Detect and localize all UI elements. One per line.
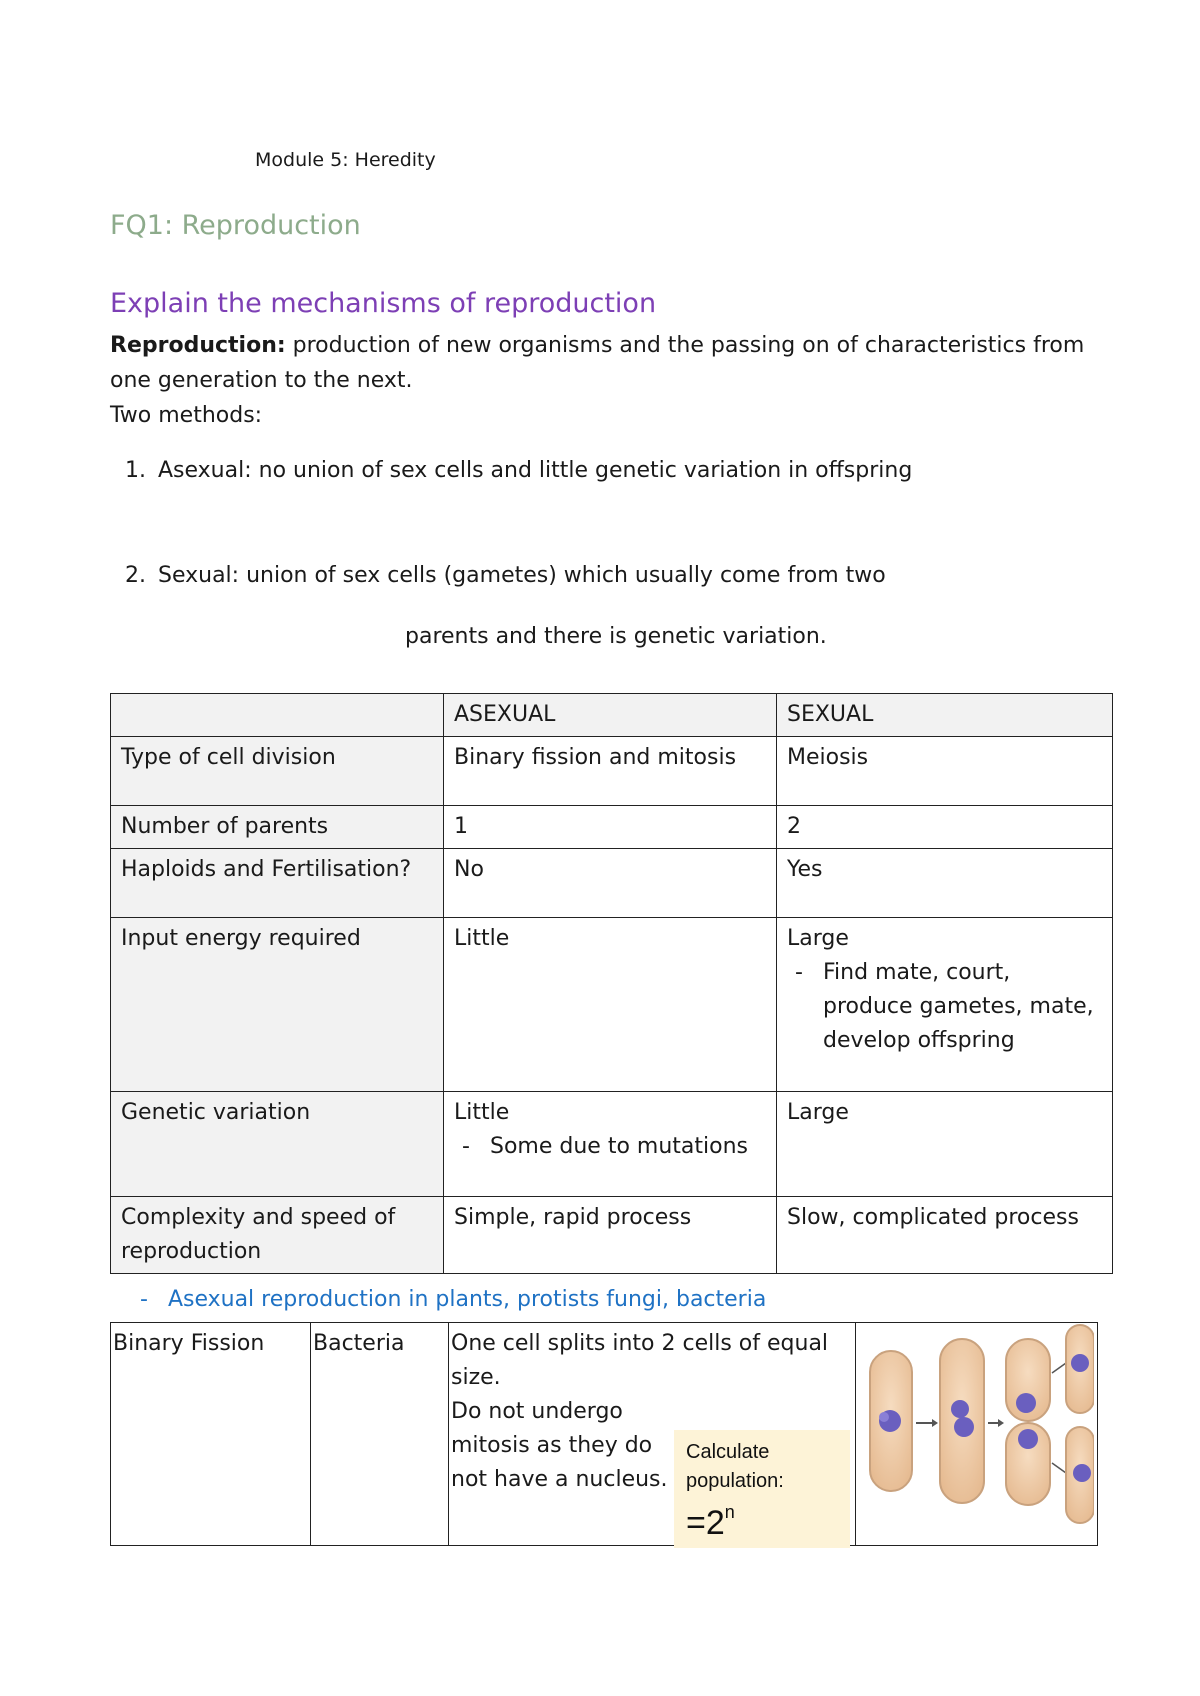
row-label: Genetic variation [111,1092,444,1197]
asexual-cell: Little [444,918,777,1092]
row-label: Type of cell division [111,737,444,806]
asexual-cell: Binary fission and mitosis [444,737,777,806]
row-label: Haploids and Fertilisation? [111,849,444,918]
two-methods-label: Two methods: [110,403,263,428]
cell-4 [1066,1325,1094,1523]
dash-bullet-icon: - [140,1287,148,1312]
formula-exponent: n [724,1502,735,1522]
bullet-item [454,1130,766,1164]
definition-block [110,328,1110,433]
cell-3 [1006,1339,1050,1505]
sexual-cell: Yes [777,849,1113,918]
table-row [111,1197,1113,1274]
row-label: Number of parents [111,806,444,849]
definition-paragraph [110,328,1110,398]
bullet-text: Find mate, court, produce gametes, mate, develop offspring [823,960,1094,1053]
sexual-cell [777,918,1113,1092]
table-row [111,918,1113,1092]
description-line: Do not undergo mitosis as they do not have a nucleus. [451,1399,668,1492]
cell-1 [870,1351,912,1491]
cell-2 [940,1339,984,1503]
table-row [111,1323,1098,1546]
section-title: Explain the mechanisms of reproduction [110,288,657,319]
table-row [111,849,1113,918]
table-header-row [111,694,1113,737]
sexual-cell: 2 [777,806,1113,849]
method-item-2 [110,563,886,588]
population-formula [686,1502,838,1543]
sexual-cell: Slow, complicated process [777,1197,1113,1274]
bullet-item [787,956,1102,1058]
definition-text: production of new organisms and the passing on of characteristics from one generation to the next. [110,333,1085,393]
method-item-2-continuation: parents and there is genetic variation. [405,624,827,649]
focus-question-title: FQ1: Reproduction [110,210,361,241]
table-row [111,1092,1113,1197]
method-number: 1. [125,458,146,483]
organism: Bacteria [311,1323,449,1546]
method-text: Asexual: no union of sex cells and little genetic variation in offspring [158,458,913,483]
method-number: 2. [125,563,146,588]
binary-fission-table [110,1322,1098,1546]
dash-bullet-icon: - [795,960,803,985]
asexual-cell: No [444,849,777,918]
row-label: Input energy required [111,918,444,1092]
sexual-value: Large [787,926,849,951]
header-cell: ASEXUAL [444,694,777,737]
asexual-cell: Simple, rapid process [444,1197,777,1274]
page-header: Module 5: Heredity [255,149,436,171]
asexual-subheading [140,1287,766,1312]
header-cell: SEXUAL [777,694,1113,737]
bacteria-binary-fission-diagram-icon [856,1323,1094,1533]
definition-term: Reproduction: [110,333,286,358]
population-callout [674,1430,850,1548]
sexual-cell: Meiosis [777,737,1113,806]
table-row [111,737,1113,806]
asexual-value: Little [454,1100,510,1125]
reproduction-type: Binary Fission [111,1323,311,1546]
description-line: One cell splits into 2 cells of equal size. [451,1331,829,1390]
row-label: Complexity and speed of reproduction [111,1197,444,1274]
diagram-cell [856,1323,1098,1546]
dash-bullet-icon: - [462,1134,470,1159]
header-cell [111,694,444,737]
bullet-text: Some due to mutations [490,1134,748,1159]
subheading-text: Asexual reproduction in plants, protists fungi, bacteria [167,1287,767,1312]
sexual-cell: Large [777,1092,1113,1197]
comparison-table [110,693,1113,1274]
method-text: Sexual: union of sex cells (gametes) which usually come from two [158,563,886,588]
formula-base: =2 [686,1504,725,1542]
callout-text: Calculate population: [686,1441,784,1492]
table-row [111,806,1113,849]
method-item-1 [110,458,912,483]
asexual-cell [444,1092,777,1197]
asexual-cell: 1 [444,806,777,849]
